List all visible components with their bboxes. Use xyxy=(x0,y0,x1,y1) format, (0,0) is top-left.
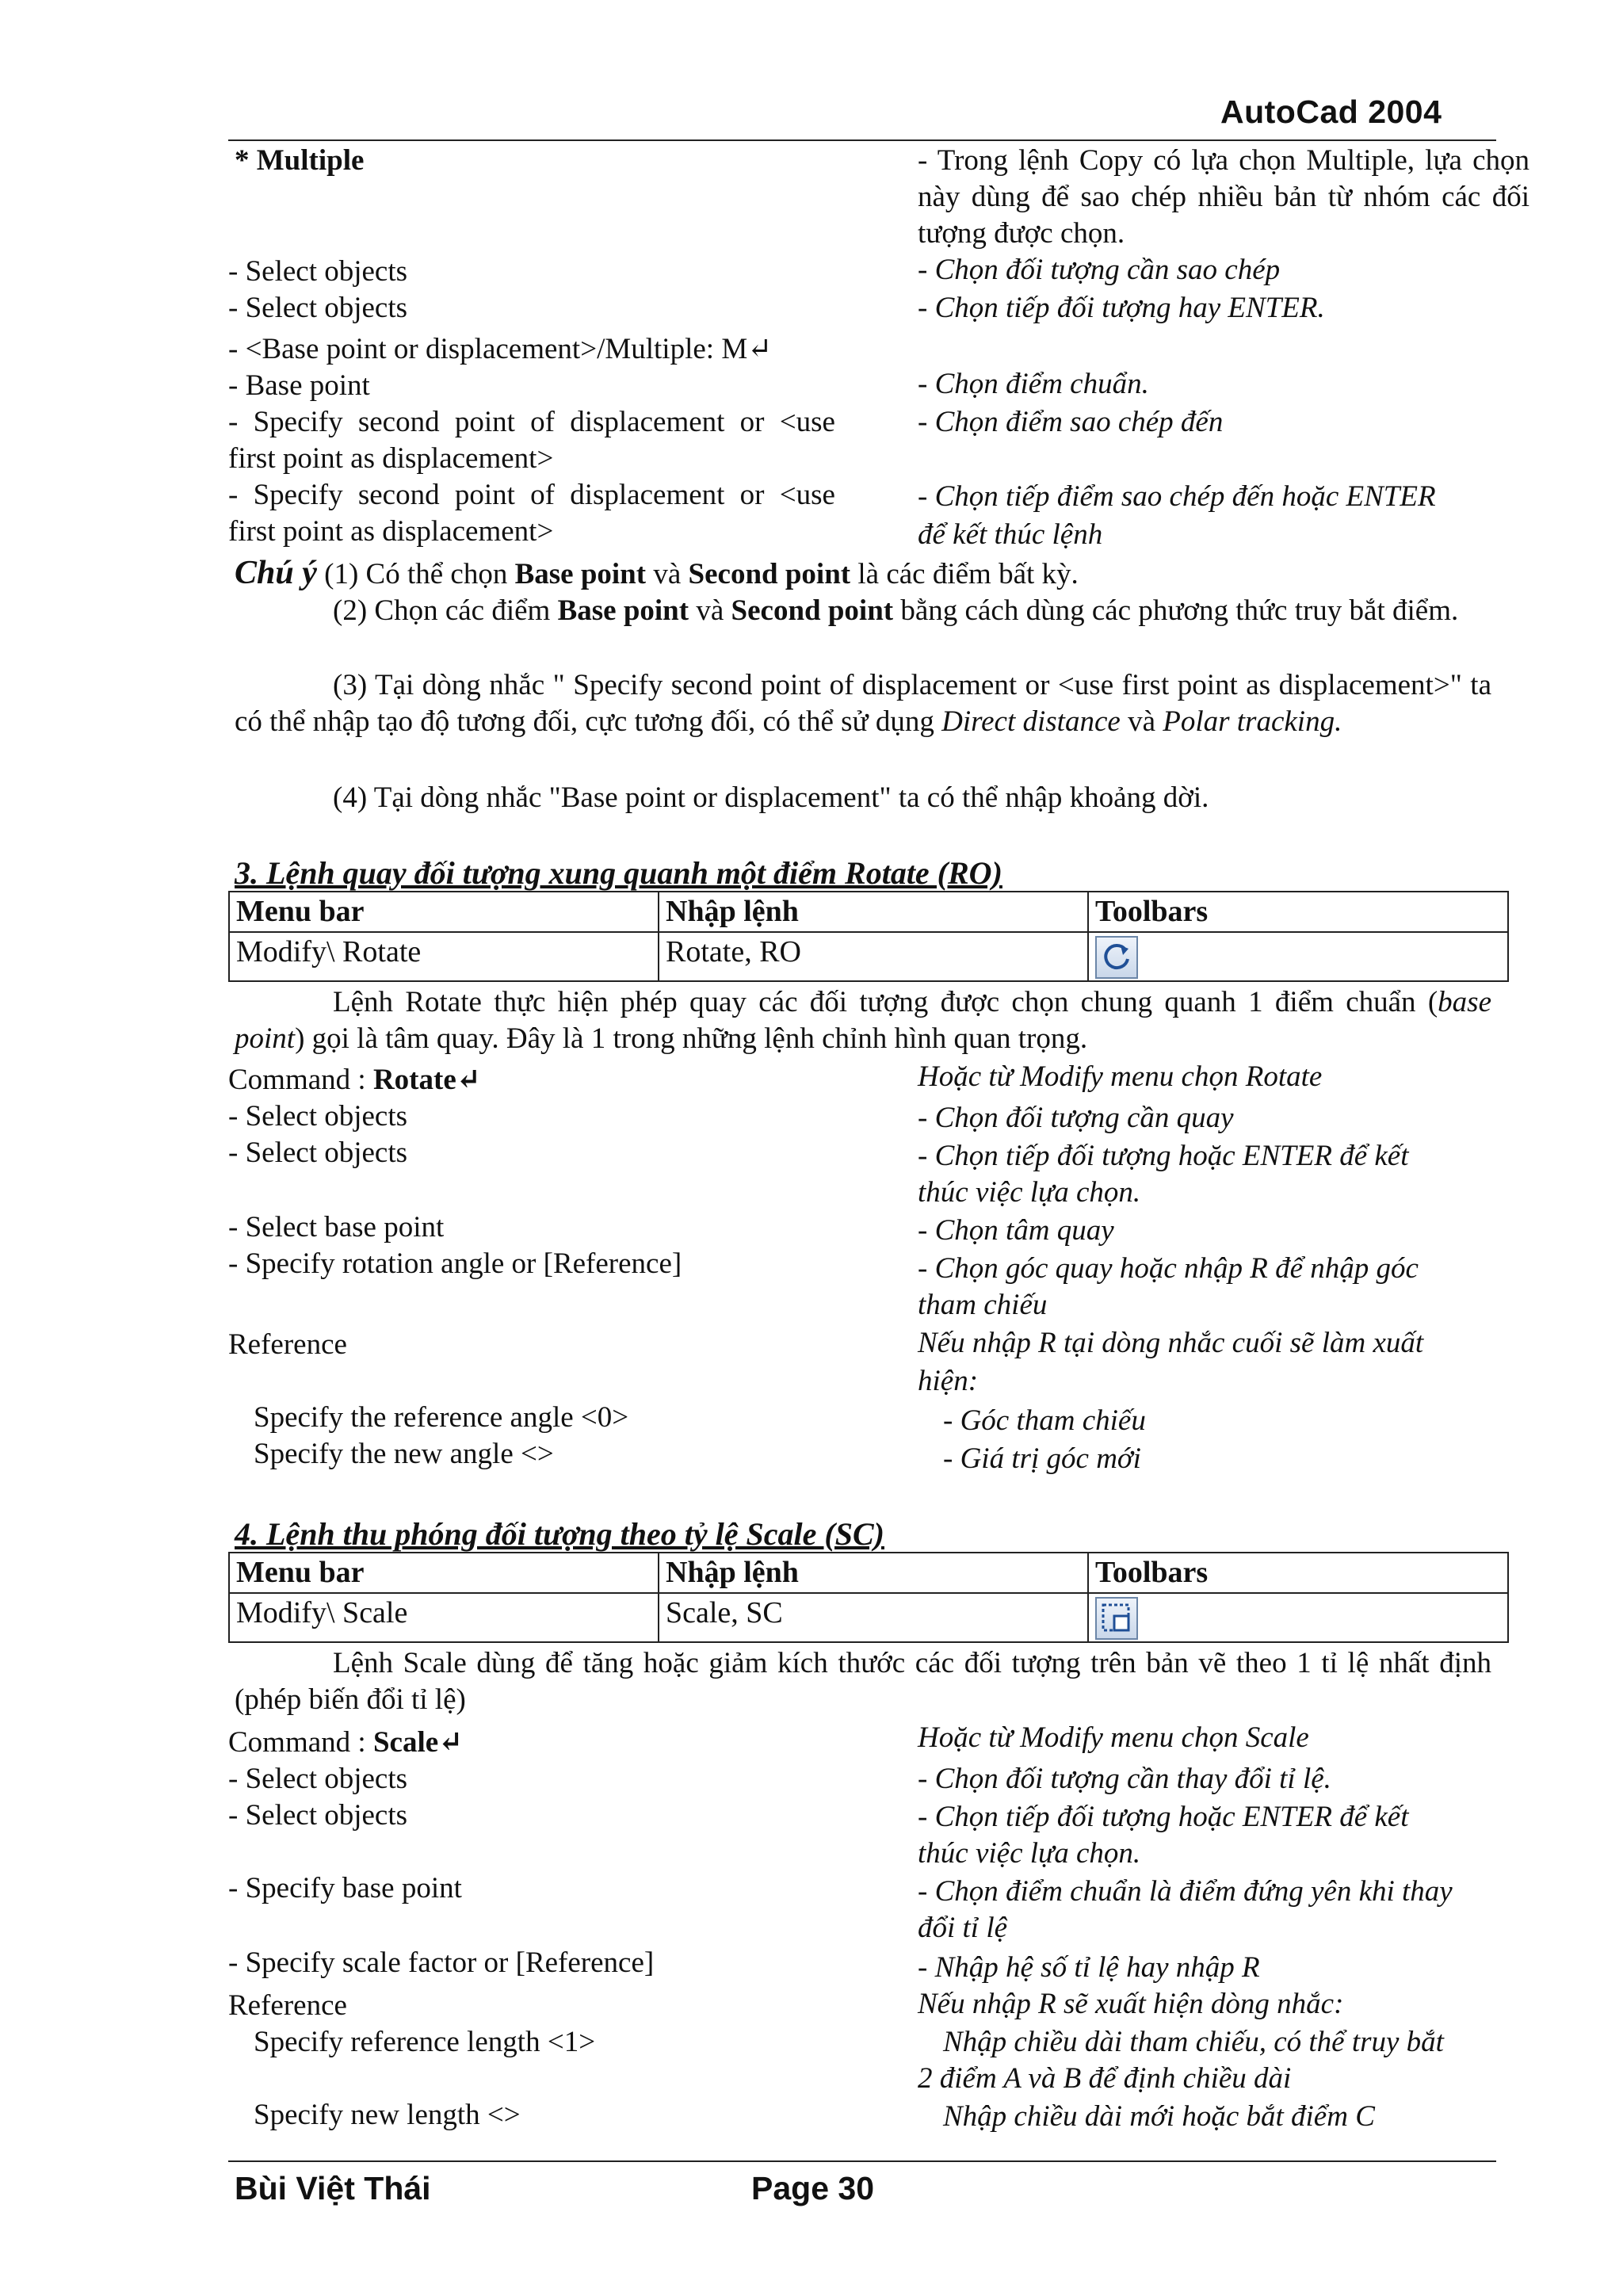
scale-row-right: - Chọn đối tượng cần thay đổi tỉ lệ. xyxy=(918,1763,1331,1795)
scale-row-right: đổi tỉ lệ xyxy=(918,1912,1008,1944)
copy-row-right: - Chọn tiếp điểm sao chép đến hoặc ENTER xyxy=(918,480,1436,513)
table-header-toolbars: Toolbars xyxy=(1088,1553,1508,1593)
rotate-icon xyxy=(1095,936,1138,979)
scale-toolbar-cell xyxy=(1088,1593,1508,1642)
rotate-menu-path: Modify\ Rotate xyxy=(229,932,659,981)
rotate-row-left: Specify the new angle <> xyxy=(254,1438,554,1470)
scale-command: Scale, SC xyxy=(659,1593,1088,1642)
copy-row-right: - Chọn điểm sao chép đến xyxy=(918,406,1224,438)
scale-heading: 4. Lệnh thu phóng đối tượng theo tỷ lệ Scale (SC) xyxy=(235,1516,884,1552)
rotate-row-left: - Select base point xyxy=(228,1211,445,1244)
scale-row-right: Nhập chiều dài tham chiếu, có thể truy bắt xyxy=(943,2026,1444,2058)
header-rule xyxy=(228,139,1496,141)
note-label: Chú ý xyxy=(235,555,317,591)
rotate-row-right: - Chọn tâm quay xyxy=(918,1214,1114,1247)
rotate-row-left: - Select objects xyxy=(228,1137,408,1169)
multiple-description: - Trong lệnh Copy có lựa chọn Multiple, lựa chọn này dùng để sao chép nhiều bản từ nhóm các đối tượng được chọn. xyxy=(918,144,1529,250)
copy-row-right: - Chọn đối tượng cần sao chép xyxy=(918,254,1281,286)
rotate-command-line: Command : Rotate↵ xyxy=(228,1064,481,1096)
note-4: (4) Tại dòng nhắc "Base point or displacement" ta có thể nhập khoảng dời. xyxy=(333,781,1209,814)
rotate-row-left: - Specify rotation angle or [Reference] xyxy=(228,1247,682,1280)
scale-row-left: - Specify scale factor or [Reference] xyxy=(228,1946,655,1979)
copy-row-left: first point as displacement> xyxy=(228,515,554,548)
scale-row-right: thúc việc lựa chọn. xyxy=(918,1837,1141,1870)
rotate-toolbar-cell xyxy=(1088,932,1508,981)
scale-row-right: Nếu nhập R sẽ xuất hiện dòng nhắc: xyxy=(918,1988,1344,2020)
scale-row-right: Nhập chiều dài mới hoặc bắt điểm C xyxy=(943,2100,1375,2133)
rotate-row-right: - Chọn tiếp đối tượng hoặc ENTER để kết xyxy=(918,1140,1409,1172)
footer-author: Bùi Việt Thái xyxy=(235,2170,431,2206)
rotate-row-right: - Giá trị góc mới xyxy=(943,1442,1141,1475)
rotate-command: Rotate, RO xyxy=(659,932,1088,981)
rotate-row-right: thúc việc lựa chọn. xyxy=(918,1176,1141,1209)
rotate-row-right: hiện: xyxy=(918,1365,979,1397)
copy-row-right: để kết thúc lệnh xyxy=(918,518,1103,551)
copy-row-right: - Chọn điểm chuẩn. xyxy=(918,368,1149,400)
document-header-title: AutoCad 2004 xyxy=(1220,94,1442,130)
scale-row-left: - Specify base point xyxy=(228,1872,462,1904)
table-header-command: Nhập lệnh xyxy=(659,1553,1088,1593)
copy-row-left: - <Base point or displacement>/Multiple: M↵ xyxy=(228,333,773,365)
rotate-row-right: - Chọn đối tượng cần quay xyxy=(918,1102,1234,1134)
scale-row-left: Specify new length <> xyxy=(254,2099,521,2131)
rotate-row-left: - Select objects xyxy=(228,1100,408,1133)
table-header-menu-bar: Menu bar xyxy=(229,1553,659,1593)
copy-row-left: - Base point xyxy=(228,369,370,402)
rotate-row-left: Specify the reference angle <0> xyxy=(254,1401,629,1434)
table-header-command: Nhập lệnh xyxy=(659,892,1088,932)
note-2: (2) Chọn các điểm Base point và Second point bằng cách dùng các phương thức truy bắt điểm. xyxy=(333,594,1459,627)
scale-row-left: - Select objects xyxy=(228,1799,408,1832)
copy-row-left: - Specify second point of displacement or <use xyxy=(228,479,835,511)
scale-row-left: - Select objects xyxy=(228,1763,408,1795)
multiple-label: * Multiple xyxy=(235,144,365,177)
copy-row-left: - Specify second point of displacement or <use xyxy=(228,406,835,438)
copy-row-left: - Select objects xyxy=(228,255,408,288)
footer-page-number: Page 30 xyxy=(751,2170,874,2206)
scale-table xyxy=(228,1552,1509,1643)
footer-rule xyxy=(228,2160,1496,2162)
note-1: Chú ý (1) Có thể chọn Base point và Second point là các điểm bất kỳ. xyxy=(235,555,1079,591)
rotate-row-right: tham chiếu xyxy=(918,1289,1048,1321)
scale-icon xyxy=(1095,1597,1138,1640)
scale-row-left: Reference xyxy=(228,1989,347,2022)
scale-row-right: - Nhập hệ số tỉ lệ hay nhập R xyxy=(918,1951,1260,1984)
rotate-intro: Lệnh Rotate thực hiện phép quay các đối tượng được chọn chung quanh 1 điểm chuẩn (base point) gọi là tâm quay. Đây là 1 trong những lệnh chỉnh hình quan trọng. xyxy=(235,986,1491,1055)
copy-row-left: first point as displacement> xyxy=(228,442,554,475)
note-3: (3) Tại dòng nhắc " Specify second point of displacement or <use first point as displacement>" ta có thể nhập tạo độ tương đối, cực tương đối, có thể sử dụng Direct distance và Polar tracking. xyxy=(235,669,1491,738)
scale-menu-path: Modify\ Scale xyxy=(229,1593,659,1642)
scale-row-right: - Chọn tiếp đối tượng hoặc ENTER để kết xyxy=(918,1801,1409,1833)
rotate-row-right: - Góc tham chiếu xyxy=(943,1404,1146,1437)
rotate-heading: 3. Lệnh quay đối tượng xung quanh một điểm Rotate (RO) xyxy=(235,855,1002,891)
copy-row-right: - Chọn tiếp đối tượng hay ENTER. xyxy=(918,292,1325,324)
scale-row-right: 2 điểm A và B để định chiều dài xyxy=(918,2062,1292,2095)
copy-row-left: - Select objects xyxy=(228,292,408,324)
scale-intro: Lệnh Scale dùng để tăng hoặc giảm kích thước các đối tượng trên bản vẽ theo 1 tỉ lệ nhất định (phép biến đổi tỉ lệ) xyxy=(235,1647,1491,1716)
rotate-row-left: Reference xyxy=(228,1328,347,1361)
rotate-row-right: - Chọn góc quay hoặc nhập R để nhập góc xyxy=(918,1252,1419,1285)
scale-command-line: Command : Scale↵ xyxy=(228,1726,464,1759)
scale-row-left: Specify reference length <1> xyxy=(254,2026,596,2058)
rotate-table xyxy=(228,891,1509,982)
rotate-row-right: Nếu nhập R tại dòng nhắc cuối sẽ làm xuất xyxy=(918,1327,1424,1359)
scale-command-note: Hoặc từ Modify menu chọn Scale xyxy=(918,1721,1309,1754)
table-header-menu-bar: Menu bar xyxy=(229,892,659,932)
scale-row-right: - Chọn điểm chuẩn là điểm đứng yên khi thay xyxy=(918,1875,1453,1908)
rotate-command-note: Hoặc từ Modify menu chọn Rotate xyxy=(918,1060,1323,1093)
table-header-toolbars: Toolbars xyxy=(1088,892,1508,932)
